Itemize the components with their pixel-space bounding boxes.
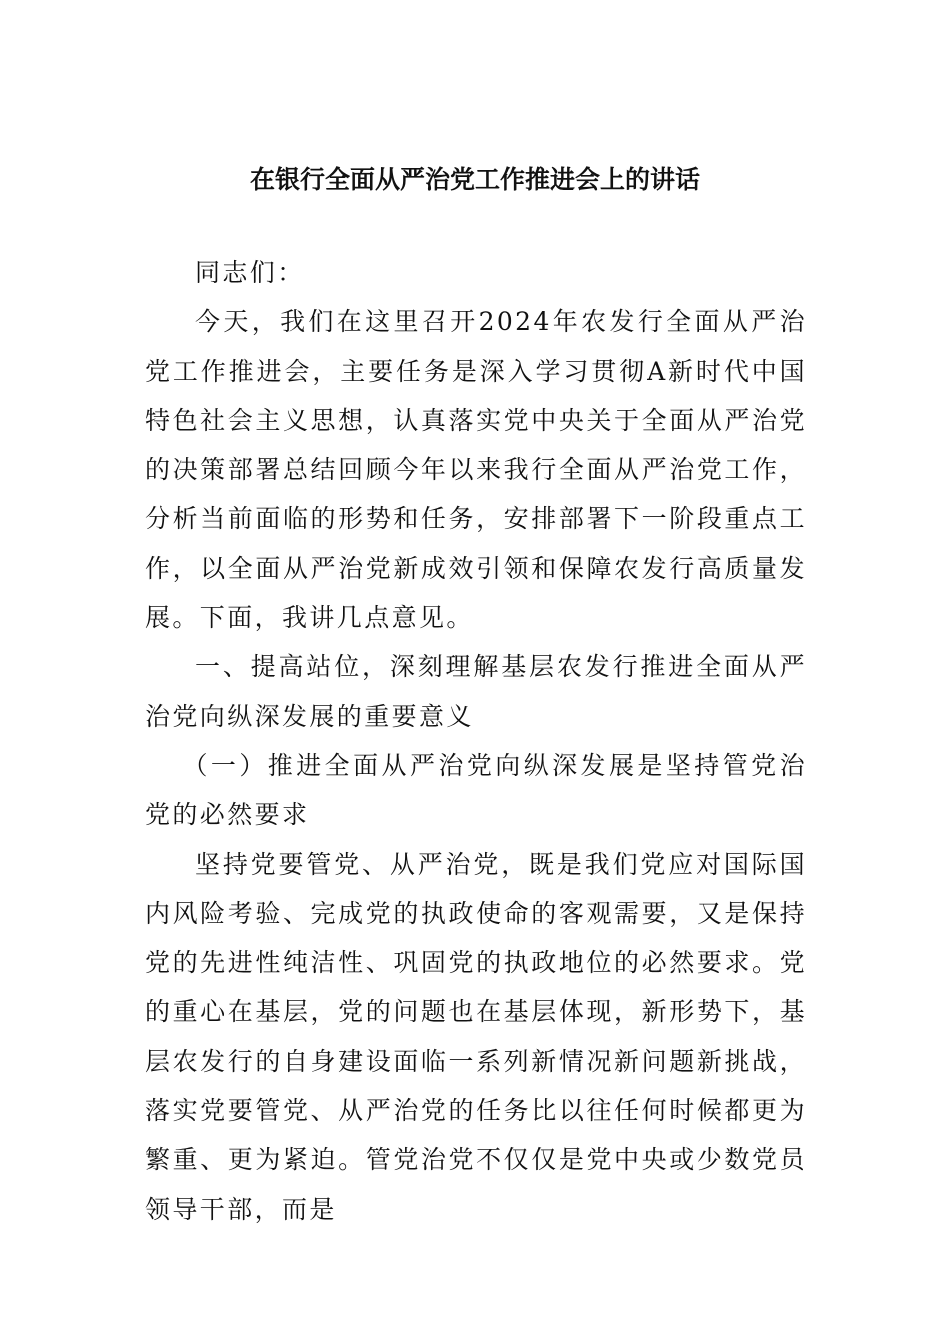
intro-paragraph: 今天，我们在这里召开2024年农发行全面从严治党工作推进会，主要任务是深入学习贯彻A新时代中国特色社会主义思想，认真落实党中央关于全面从严治党的决策部署总结回顾今年以来我行全面从严治党工作，分析当前面临的形势和任务，安排部署下一阶段重点工作，以全面从严治党新成效引领和保障农发行高质量发展。下面，我讲几点意见。 — [145, 307, 807, 633]
body-paragraph: 坚持党要管党、从严治党，既是我们党应对国际国内风险考验、完成党的执政使命的客观需要，又是保持党的先进性纯洁性、巩固党的执政地位的必然要求。党的重心在基层，党的问题也在基层体现，新形势下，基层农发行的自身建设面临一系列新情况新问题新挑战，落实党要管党、从严治党的任务比以往任何时候都更为繁重、更为紧迫。管党治党不仅仅是党中央或少数党员领导干部，而是 — [145, 849, 807, 1224]
salutation-paragraph: 同志们： — [195, 258, 305, 287]
document-title: 在银行全面从严治党工作推进会上的讲话 — [249, 165, 700, 194]
section-heading-1: 一、提高站位，深刻理解基层农发行推进全面从严治党向纵深发展的重要意义 — [145, 652, 807, 731]
subsection-heading-1: （一）推进全面从严治党向纵深发展是坚持管党治党的必然要求 — [145, 750, 807, 830]
document-body — [145, 248, 807, 1234]
